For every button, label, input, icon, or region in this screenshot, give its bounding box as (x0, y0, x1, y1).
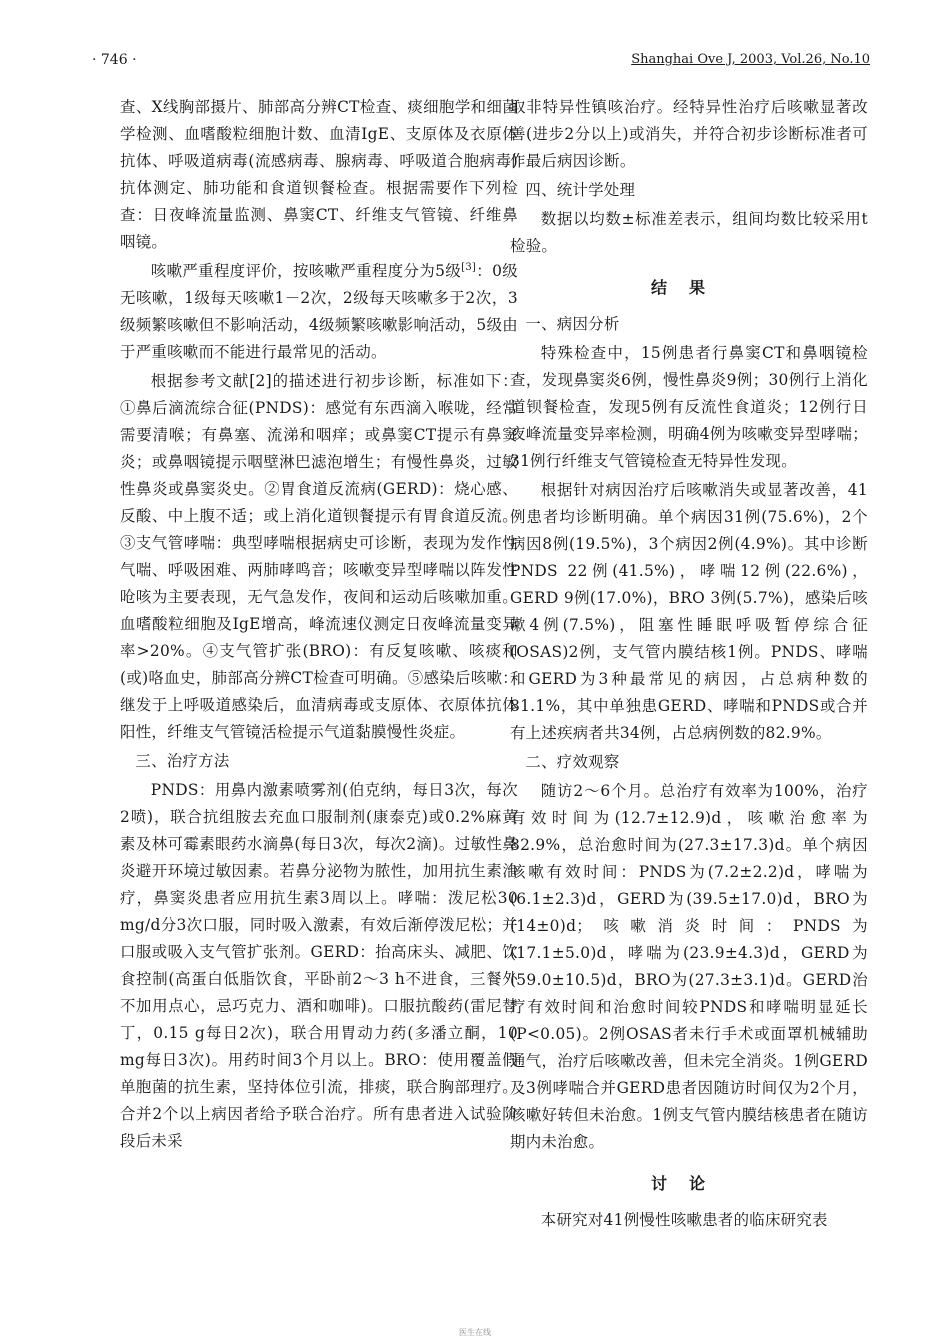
paragraph: 查、X线胸部摄片、肺部高分辨CT检查、痰细胞学和细菌学检测、血嗜酸粒细胞计数、血清IgE、支原体及衣原体抗体、呼吸道病毒(流感病毒、腺病毒、呼吸道合胞病毒)抗体测定、肺功能和食道钡餐检查。根据需要作下列检查：日夜峰流量监测、鼻窦CT、纤维支气管镜、纤维鼻咽镜。 (120, 98, 518, 251)
subsection-heading: 一、病因分析 (525, 315, 620, 333)
subsection-heading: 四、统计学处理 (525, 181, 636, 199)
paragraph-efficacy: 随访2～6个月。总治疗有效率为100%，治疗有效时间为(12.7±12.9)d，咳嗽治愈率为82.9%，总治愈时间为(27.3±17.3)d。单个病因咳嗽有效时间：PNDS为(7.2±2.2)d，哮喘为(6.1±2.3)d，GERD为(39.5±17.0)d，BRO为(14±0)d；咳嗽消炎时间：PNDS为(17.1±5.0)d，哮喘为(23.9±4.3)d，GERD为(59.0±10.5)d，BRO为(27.3±3.1)d。GERD治疗有效时间和治愈时间较PNDS和哮喘明显延长(P<0.05)。2例OSAS者未行手术或面罩机械辅助通气，治疗后咳嗽改善，但未完全消炎。1例GERD及3例哮喘合并GERD患者因随访时间仅为2个月，咳嗽好转但未治愈。1例支气管内膜结核患者在随访期内未治愈。 (510, 782, 868, 1151)
subsection-heading: 三、治疗方法 (135, 752, 230, 770)
page-number: · 746 · (92, 52, 137, 68)
paragraph-statistics: 数据以均数±标准差表示，组间均数比较采用t检验。 (510, 210, 868, 255)
footer-watermark: 医生在线 (459, 1328, 491, 1337)
citation-ref: [3] (461, 261, 477, 273)
paragraph-etiology: 特殊检查中，15例患者行鼻窦CT和鼻咽镜检查，发现鼻窦炎6例，慢性鼻炎9例；30例行上消化道钡餐检查，发现5例有反流性食道炎；12例行日夜峰流量变异率检测，明确4例为咳嗽变异型哮喘；31例行纤维支气管镜检查无特异性发现。 (510, 344, 868, 470)
page-header (82, 52, 870, 74)
paragraph-treatment: PNDS：用鼻内激素喷雾剂(伯克纳，每日3次，每次2喷)，联合抗组胺去充血口服制剂(康泰克)或0.2%麻黄素及林可霉素眼药水滴鼻(每日3次，每次2滴)。过敏性鼻炎避开环境过敏因素。若鼻分泌物为脓性，加用抗生素治疗，鼻窦炎患者应用抗生素3周以上。哮喘：泼尼松30 mg/d分3次口服，同时吸入激素，有效后渐停泼尼松；并口服或吸入支气管扩张剂。GERD：抬高床头、减肥、饮食控制(高蛋白低脂饮食，平卧前2～3 h不进食，三餐外不加用点心，忌巧克力、酒和咖啡)。口服抗酸药(雷尼替丁，0.15 g每日2次)，联合用胃动力药(多潘立酮，10 mg每日3次)。用药时间3个月以上。BRO：使用覆盖假单胞菌的抗生素，坚持体位引流，排痰，联合胸部理疗。合并2个以上病因者给予联合治疗。所有患者进入试验阶段后未采 (120, 781, 518, 1150)
paragraph: 取非特异性镇咳治疗。经特异性治疗后咳嗽显著改善(进步2分以上)或消失，并符合初步诊断标准者可作最后病因诊断。 (510, 98, 868, 170)
section-heading-discussion: 讨论 (650, 1174, 727, 1193)
paragraph-diagnosis: 根据参考文献[2]的描述进行初步诊断，标准如下：①鼻后滴流综合征(PNDS)：感觉有东西滴入喉咙，经常需要清喉；有鼻塞、流涕和咽痒；或鼻窦CT提示有鼻窦炎；或鼻咽镜提示咽壁淋巴滤泡增生；有慢性鼻炎，过敏性鼻炎或鼻窦炎史。②胃食道反流病(GERD)：烧心感、反酸、中上腹不适；或上消化道钡餐提示有胃食道反流。③支气管哮喘：典型哮喘根据病史可诊断，表现为发作性气喘、呼吸困难、两肺哮鸣音；咳嗽变异型哮喘以阵发性呛咳为主要表现，无气急发作，夜间和运动后咳嗽加重。血嗜酸粒细胞及IgE增高，峰流速仪测定日夜峰流量变异率>20%。④支气管扩张(BRO)：有反复咳嗽、咳痰和(或)咯血史，肺部高分辨CT检查可明确。⑤感染后咳嗽：继发于上呼吸道感染后，血清病毒或支原体、衣原体抗体阳性，纤维支气管镜活检提示气道黏膜慢性炎症。 (120, 372, 518, 741)
right-column (510, 94, 868, 1236)
paragraph-severity: 咳嗽严重程度评价，按咳嗽严重程度分为5级[3]：0级无咳嗽，1级每天咳嗽1－2次，2级每天咳嗽多于2次，3级频繁咳嗽但不影响活动，4级频繁咳嗽影响活动，5级由于严重咳嗽而不能进行最常见的活动。 (120, 261, 518, 361)
left-column (120, 94, 518, 1157)
journal-citation: Shanghai Ove J, 2003, Vol.26, No.10 (631, 52, 870, 67)
paragraph-diagnosis-results: 根据针对病因治疗后咳嗽消失或显著改善，41例患者均诊断明确。单个病因31例(75.6%)，2个病因8例(19.5%)，3个病因2例(4.9%)。其中诊断PNDS 22例(41.5%)，哮喘12例(22.6%)，GERD 9例(17.0%)，BRO 3例(5.7%)，感染后咳嗽4例(7.5%)，阻塞性睡眠呼吸暂停综合征(OSAS)2例，支气管内膜结核1例。PNDS、哮喘和GERD为3种最常见的病因，占总病种数的81.1%，其中单独患GERD、哮喘和PNDS或合并有上述疾病者共34例，占总病例数的82.9%。 (510, 481, 868, 742)
section-heading-results: 结果 (650, 278, 727, 297)
subsection-heading: 二、疗效观察 (525, 753, 620, 771)
paragraph-discussion: 本研究对41例慢性咳嗽患者的临床研究表 (540, 1211, 828, 1229)
